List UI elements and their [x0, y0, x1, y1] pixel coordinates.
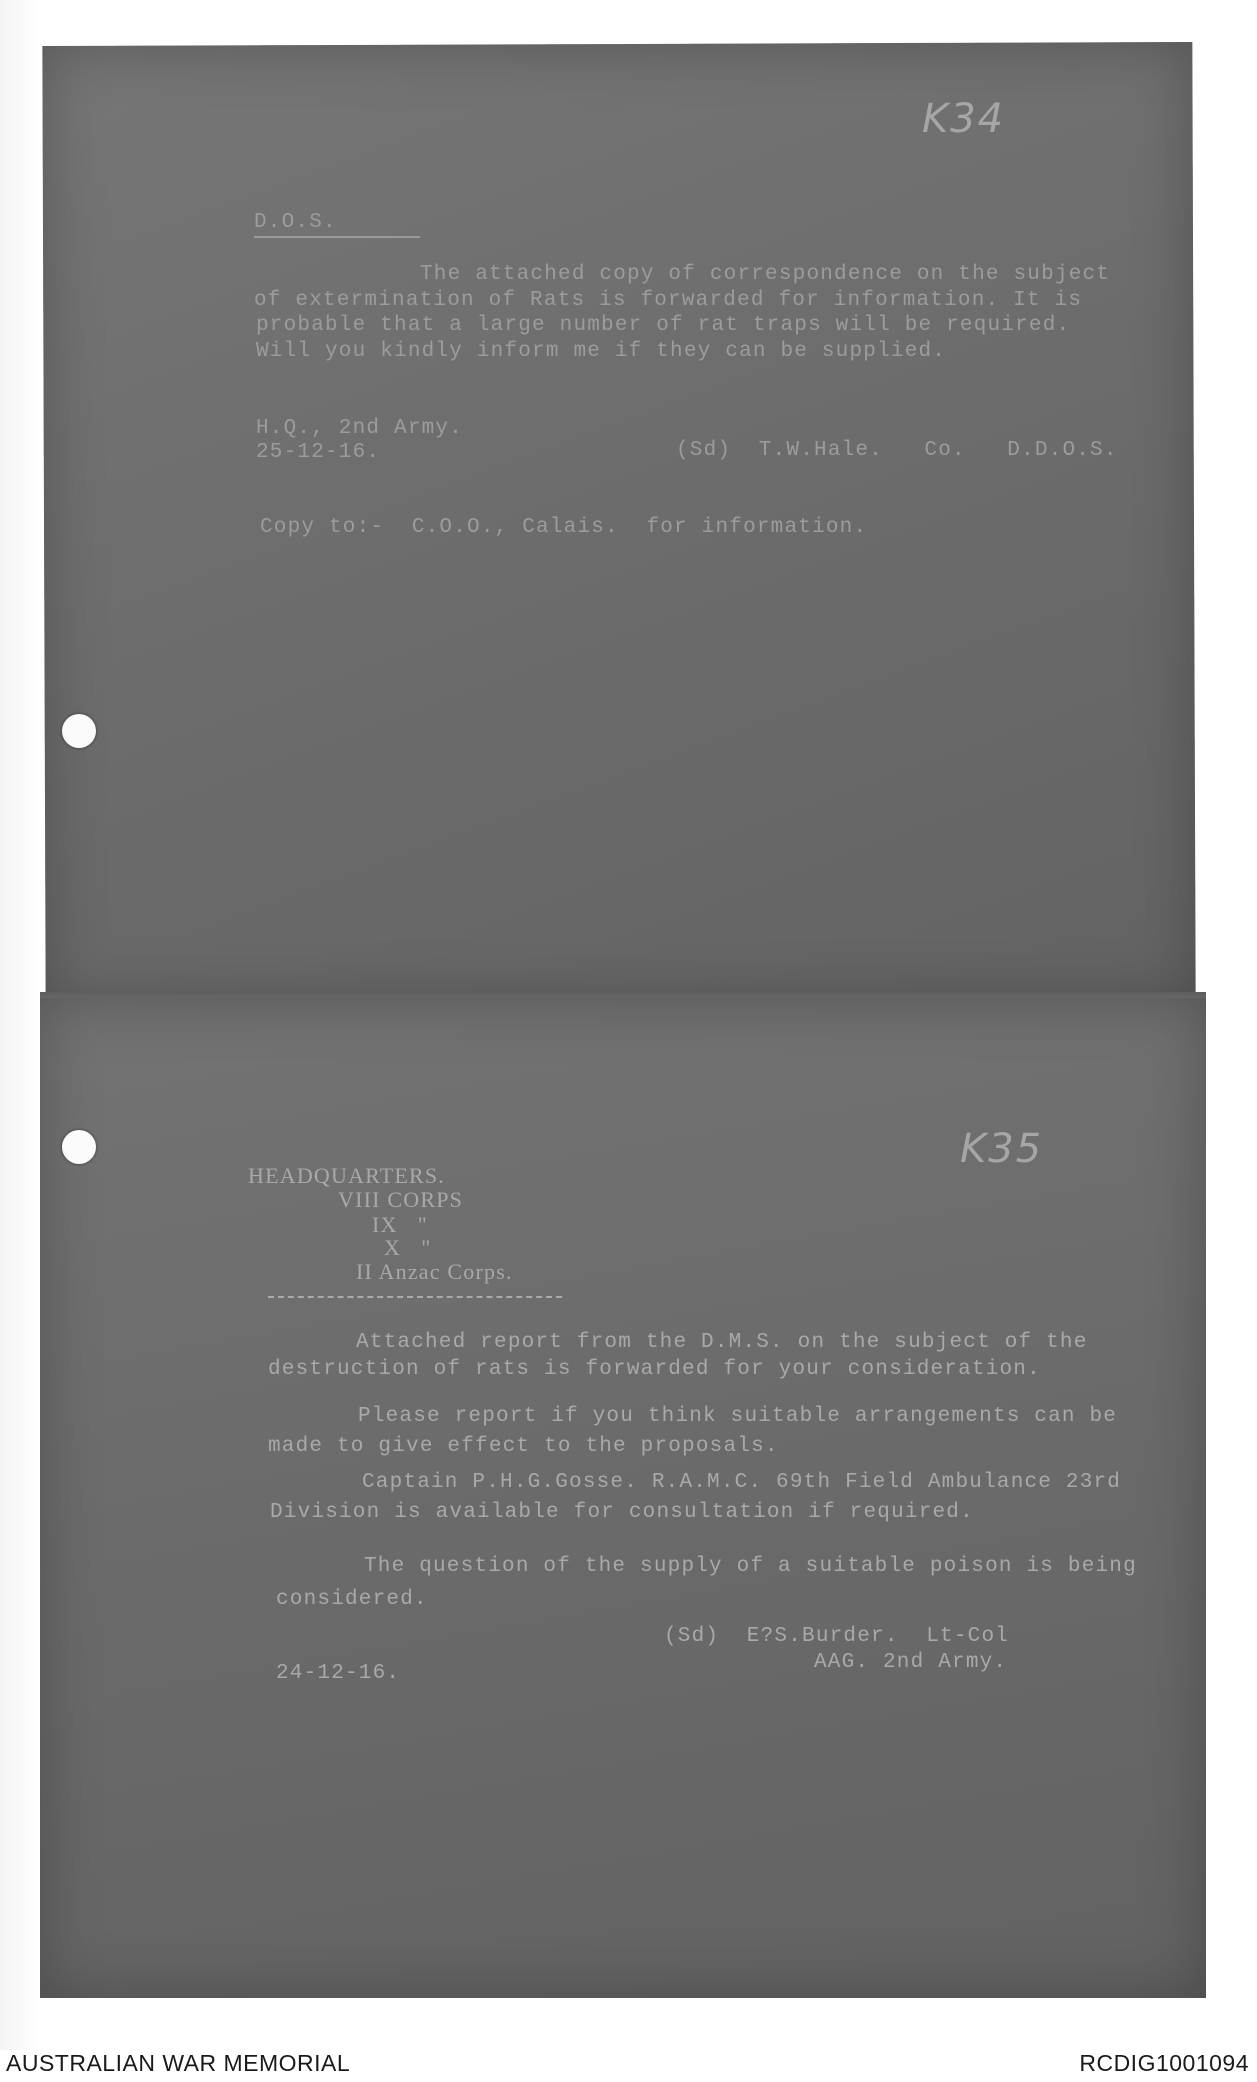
date-top: 25-12-16.	[256, 441, 381, 464]
date-bottom: 24-12-16.	[276, 1662, 401, 1685]
paragraph-line: considered.	[276, 1588, 428, 1611]
body-line: Will you kindly inform me if they can be supplied.	[256, 340, 947, 363]
body-line: of extermination of Rats is forwarded for information. It is	[254, 289, 1083, 312]
paragraph-line: The question of the supply of a suitable poison is being	[364, 1555, 1137, 1578]
body-line: The attached copy of correspondence on the subject	[420, 263, 1111, 286]
archive-id: RCDIG1001094	[1079, 2050, 1249, 2076]
paragraph-line: Attached report from the D.M.S. on the subject of the	[356, 1331, 1088, 1354]
addressee-line: X "	[384, 1235, 432, 1260]
archive-credit: AUSTRALIAN WAR MEMORIAL	[6, 2050, 351, 2076]
paragraph-line: made to give effect to the proposals.	[268, 1435, 779, 1458]
letter-heading-bottom: HEADQUARTERS.	[248, 1163, 446, 1188]
reference-number-bottom: K35	[960, 1126, 1044, 1172]
paragraph-line: Please report if you think suitable arrangements can be	[358, 1405, 1118, 1428]
origin-line: H.Q., 2nd Army.	[256, 417, 464, 440]
punch-hole	[62, 714, 96, 748]
signature-bottom: (Sd) E?S.Burder. Lt-Col	[664, 1625, 1010, 1648]
reference-number-top: K34	[922, 96, 1006, 142]
copy-to-line: Copy to:- C.O.O., Calais. for information.	[260, 516, 868, 539]
addressee-line: II Anzac Corps.	[356, 1259, 513, 1284]
body-line: probable that a large number of rat traps will be required.	[256, 314, 1071, 337]
addressee-line: IX "	[372, 1212, 428, 1237]
punch-hole	[62, 1130, 96, 1164]
letter-heading-top: D.O.S.	[254, 211, 337, 234]
paragraph-line: Division is available for consultation if required.	[270, 1501, 974, 1524]
dashed-separator	[268, 1296, 562, 1298]
scan-margin	[0, 0, 40, 2050]
paragraph-line: Captain P.H.G.Gosse. R.A.M.C. 69th Field Ambulance 23rd	[362, 1471, 1122, 1494]
signature-title: AAG. 2nd Army.	[814, 1651, 1008, 1674]
addressee-line: VIII CORPS	[338, 1187, 464, 1212]
paragraph-line: destruction of rats is forwarded for your consideration.	[268, 1358, 1041, 1381]
signature-top: (Sd) T.W.Hale. Co. D.D.O.S.	[676, 439, 1118, 462]
heading-underline	[254, 236, 420, 238]
